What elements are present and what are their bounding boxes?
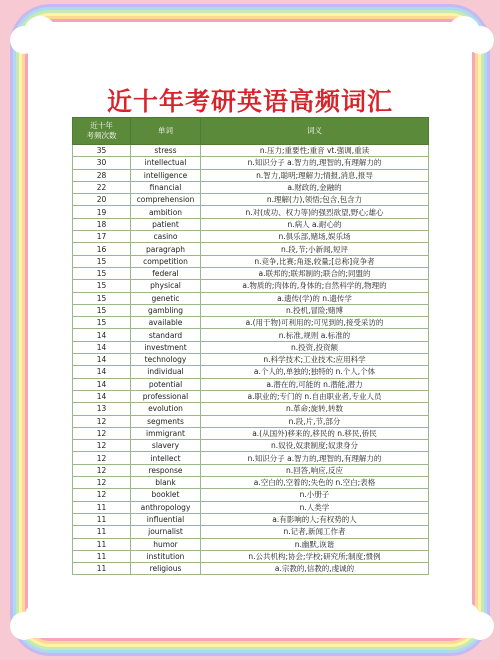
cell-meaning: n.人类学: [201, 501, 429, 513]
cell-meaning: n.知识分子 a.智力的,理智的,有理解力的: [201, 452, 429, 464]
cell-word: institution: [131, 550, 201, 562]
cell-word: blank: [131, 477, 201, 489]
cell-frequency: 28: [73, 169, 131, 181]
cell-frequency: 11: [73, 538, 131, 550]
cell-word: patient: [131, 218, 201, 230]
cell-meaning: n.知识分子 a.智力的,理智的,有理解力的: [201, 157, 429, 169]
cell-word: ambition: [131, 206, 201, 218]
cell-frequency: 12: [73, 489, 131, 501]
table-row: [73, 440, 429, 452]
cell-meaning: n.对(成功、权力等)的强烈欲望,野心;雄心: [201, 206, 429, 218]
cell-meaning: n.奴役,奴隶制度;奴隶身分: [201, 440, 429, 452]
table-row: [73, 563, 429, 575]
table-row: [73, 157, 429, 169]
table-row: [73, 243, 429, 255]
cell-meaning: n.投资,投资额: [201, 341, 429, 353]
cell-word: technology: [131, 354, 201, 366]
cell-frequency: 30: [73, 157, 131, 169]
cell-word: competition: [131, 255, 201, 267]
cell-frequency: 14: [73, 378, 131, 390]
cell-word: investment: [131, 341, 201, 353]
cell-word: religious: [131, 563, 201, 575]
cell-meaning: a.空白的,空着的;失色的 n.空白;表格: [201, 477, 429, 489]
cell-meaning: a.个人的,单独的;独特的 n.个人,个体: [201, 366, 429, 378]
cell-meaning: a.潜在的,可能的 n.潜能,潜力: [201, 378, 429, 390]
cell-word: slavery: [131, 440, 201, 452]
table-row: [73, 427, 429, 439]
cell-meaning: a.联邦的;联邦制的;联合的;同盟的: [201, 267, 429, 279]
cell-word: intellect: [131, 452, 201, 464]
table-row: [73, 390, 429, 402]
cell-word: intelligence: [131, 169, 201, 181]
cell-frequency: 11: [73, 526, 131, 538]
table-row: [73, 354, 429, 366]
cell-meaning: a.物质的;肉体的,身体的;自然科学的,物理的: [201, 280, 429, 292]
header-frequency: 近十年 考频次数: [73, 118, 131, 145]
table-row: [73, 145, 429, 157]
table-header-row: [73, 118, 429, 145]
cell-frequency: 12: [73, 452, 131, 464]
cell-frequency: 12: [73, 415, 131, 427]
table-row: [73, 218, 429, 230]
vocab-table: [72, 117, 429, 575]
cell-word: professional: [131, 390, 201, 402]
cell-word: anthropology: [131, 501, 201, 513]
cell-word: influential: [131, 513, 201, 525]
cell-word: evolution: [131, 403, 201, 415]
cell-word: stress: [131, 145, 201, 157]
cell-meaning: n.标准,规则 a.标准的: [201, 329, 429, 341]
cell-word: financial: [131, 181, 201, 193]
cell-frequency: 14: [73, 354, 131, 366]
cell-word: casino: [131, 231, 201, 243]
cell-word: physical: [131, 280, 201, 292]
cell-frequency: 15: [73, 317, 131, 329]
cell-frequency: 11: [73, 563, 131, 575]
table-row: [73, 181, 429, 193]
cell-word: potential: [131, 378, 201, 390]
table-row: [73, 206, 429, 218]
cell-meaning: a.遗传(学)的 n.遗传学: [201, 292, 429, 304]
cell-word: intellectual: [131, 157, 201, 169]
cell-meaning: n.智力,聪明;理解力;情报,消息,报导: [201, 169, 429, 181]
cell-frequency: 11: [73, 501, 131, 513]
cell-frequency: 14: [73, 341, 131, 353]
table-row: [73, 317, 429, 329]
cell-meaning: a.宗教的,信教的,虔诚的: [201, 563, 429, 575]
table-row: [73, 538, 429, 550]
cell-word: genetic: [131, 292, 201, 304]
table-row: [73, 292, 429, 304]
cell-meaning: n.革命;旋转,转数: [201, 403, 429, 415]
cell-word: immigrant: [131, 427, 201, 439]
table-row: [73, 489, 429, 501]
cell-frequency: 14: [73, 366, 131, 378]
cloud-icon: [430, 10, 500, 60]
cell-frequency: 12: [73, 464, 131, 476]
header-word: 单词: [131, 118, 201, 145]
cell-word: federal: [131, 267, 201, 279]
cell-frequency: 12: [73, 440, 131, 452]
cell-frequency: 12: [73, 427, 131, 439]
table-row: [73, 477, 429, 489]
table-row: [73, 513, 429, 525]
cell-frequency: 14: [73, 329, 131, 341]
cell-frequency: 15: [73, 267, 131, 279]
cell-frequency: 15: [73, 304, 131, 316]
cell-word: available: [131, 317, 201, 329]
cell-meaning: n.竞争,比赛;角逐,较量;[总称]竞争者: [201, 255, 429, 267]
cell-meaning: n.科学技术;工业技术;应用科学: [201, 354, 429, 366]
table-row: [73, 341, 429, 353]
table-row: [73, 169, 429, 181]
table-row: [73, 501, 429, 513]
cell-meaning: n.理解(力),领悟;包含,包含力: [201, 194, 429, 206]
cell-word: booklet: [131, 489, 201, 501]
cell-frequency: 18: [73, 218, 131, 230]
cell-meaning: a.(用于物)可利用的;可见到的,接受采访的: [201, 317, 429, 329]
table-row: [73, 329, 429, 341]
table-row: [73, 194, 429, 206]
cell-word: journalist: [131, 526, 201, 538]
cell-meaning: a.财政的,金融的: [201, 181, 429, 193]
cell-frequency: 20: [73, 194, 131, 206]
table-row: [73, 378, 429, 390]
cell-word: response: [131, 464, 201, 476]
cell-meaning: n.投机,冒险;赌博: [201, 304, 429, 316]
cloud-icon: [4, 600, 74, 650]
table-row: [73, 267, 429, 279]
cell-meaning: n.幽默,诙谐: [201, 538, 429, 550]
cell-frequency: 15: [73, 292, 131, 304]
cell-word: standard: [131, 329, 201, 341]
table-row: [73, 280, 429, 292]
table-row: [73, 304, 429, 316]
cell-frequency: 15: [73, 255, 131, 267]
cell-frequency: 35: [73, 145, 131, 157]
cell-frequency: 16: [73, 243, 131, 255]
cell-frequency: 14: [73, 390, 131, 402]
cell-meaning: n.公共机构;协会;学校;研究所;制度;惯例: [201, 550, 429, 562]
cell-meaning: n.压力;重要性;重音 vt.强调,重读: [201, 145, 429, 157]
cell-word: individual: [131, 366, 201, 378]
cell-meaning: n.俱乐部,赌场,娱乐场: [201, 231, 429, 243]
table-row: [73, 550, 429, 562]
cell-frequency: 11: [73, 550, 131, 562]
cell-meaning: a.有影响的人;有权势的人: [201, 513, 429, 525]
cell-meaning: n.回答,响应,反应: [201, 464, 429, 476]
table-row: [73, 415, 429, 427]
cell-word: comprehension: [131, 194, 201, 206]
cell-word: humor: [131, 538, 201, 550]
cloud-icon: [430, 600, 500, 650]
table-row: [73, 464, 429, 476]
cell-meaning: a.职业的;专门的 n.自由职业者,专业人员: [201, 390, 429, 402]
table-row: [73, 452, 429, 464]
table-row: [73, 255, 429, 267]
cell-meaning: n.段,节;小新闻,短评: [201, 243, 429, 255]
cell-frequency: 15: [73, 280, 131, 292]
cell-frequency: 17: [73, 231, 131, 243]
cell-word: segments: [131, 415, 201, 427]
table-row: [73, 366, 429, 378]
table-row: [73, 526, 429, 538]
cell-meaning: n.病人 a.耐心的: [201, 218, 429, 230]
cell-meaning: a.(从国外)移来的,移民的 n.移民,侨民: [201, 427, 429, 439]
cell-frequency: 12: [73, 477, 131, 489]
cell-frequency: 19: [73, 206, 131, 218]
cell-frequency: 11: [73, 513, 131, 525]
table-row: [73, 403, 429, 415]
cell-meaning: n.记者,新闻工作者: [201, 526, 429, 538]
cell-frequency: 22: [73, 181, 131, 193]
cell-meaning: n.段,片,节,部分: [201, 415, 429, 427]
cell-meaning: n.小册子: [201, 489, 429, 501]
table-row: [73, 231, 429, 243]
header-meaning: 词义: [201, 118, 429, 145]
cell-word: gambling: [131, 304, 201, 316]
cell-word: paragraph: [131, 243, 201, 255]
cell-frequency: 13: [73, 403, 131, 415]
cloud-icon: [4, 10, 74, 60]
page-title: 近十年考研英语高频词汇: [106, 87, 393, 116]
